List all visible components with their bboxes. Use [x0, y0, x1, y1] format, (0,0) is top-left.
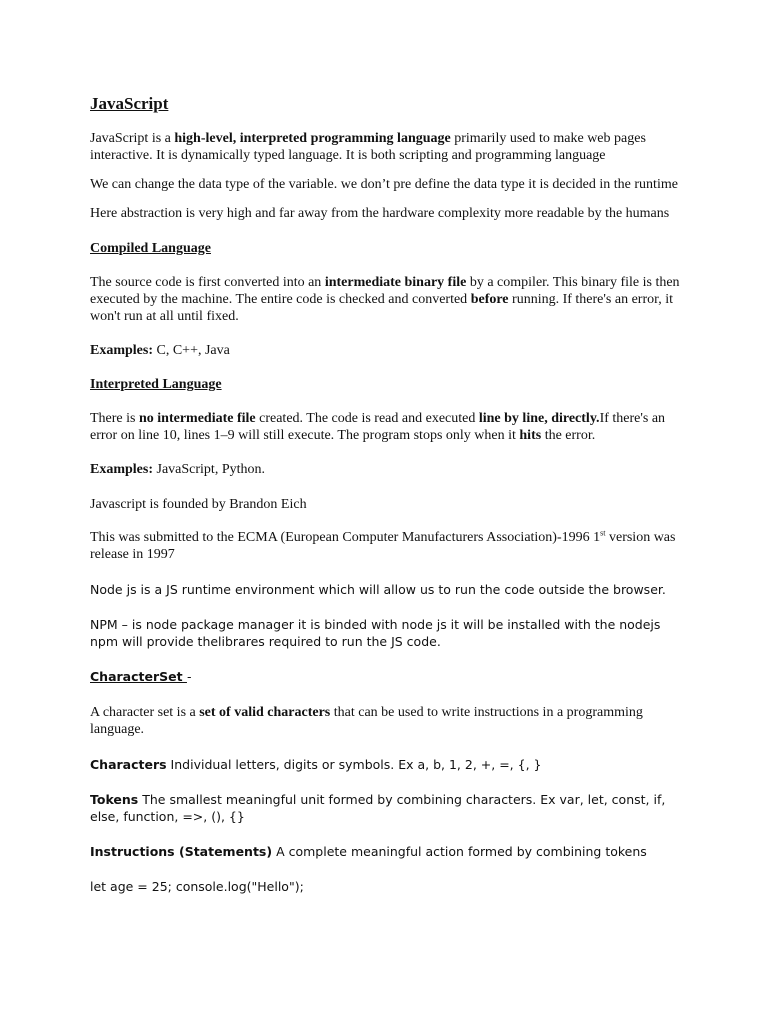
- compiled-heading: Compiled Language: [90, 241, 211, 256]
- abstraction-paragraph: Here abstraction is very high and far away from the hardware complexity more readable by the humans: [90, 206, 670, 221]
- intro-paragraph: JavaScript is a high-level, interpreted programming language primarily used to make web pages interactive. It is dynamically typed language. It is both scripting and programming language: [90, 131, 646, 163]
- compiled-examples: Examples: C, C++, Java: [90, 343, 230, 358]
- datatype-paragraph: We can change the data type of the variable. we don’t pre define the data type it is decided in the runtime: [90, 177, 678, 192]
- charset-heading: CharacterSet -: [90, 669, 192, 684]
- compiled-paragraph: The source code is first converted into an intermediate binary file by a compiler. This binary file is then executed by the machine. The entire code is checked and converted before running. If there's an error, it won't run at all until fixed.: [90, 275, 680, 324]
- ecma-paragraph: This was submitted to the ECMA (European Computer Manufacturers Association)-1996 1st version was release in 1997: [90, 528, 676, 562]
- charset-paragraph: A character set is a set of valid characters that can be used to write instructions in a programming language.: [90, 705, 643, 737]
- instructions-definition: Instructions (Statements) A complete meaningful action formed by combining tokens: [90, 844, 647, 859]
- tokens-definition: Tokens The smallest meaningful unit formed by combining characters. Ex var, let, const, if, else, function, =>, (), {}: [90, 792, 666, 824]
- interpreted-heading: Interpreted Language: [90, 377, 222, 392]
- interpreted-paragraph: There is no intermediate file created. The code is read and executed line by line, directly.If there's an error on line 10, lines 1–9 will still execute. The program stops only when it hits the error.: [90, 411, 666, 443]
- interpreted-examples: Examples: JavaScript, Python.: [90, 462, 265, 477]
- node-paragraph: Node js is a JS runtime environment which will allow us to run the code outside the browser.: [90, 582, 666, 597]
- document-title: JavaScript: [90, 94, 169, 113]
- code-example: let age = 25; console.log("Hello");: [90, 879, 304, 894]
- npm-paragraph: NPM – is node package manager it is binded with node js it will be installed with the nodejs npm will provide thelibrares required to run the JS code.: [90, 617, 661, 649]
- characters-definition: Characters Individual letters, digits or symbols. Ex a, b, 1, 2, +, =, {, }: [90, 757, 542, 772]
- founder-paragraph: Javascript is founded by Brandon Eich: [90, 497, 307, 512]
